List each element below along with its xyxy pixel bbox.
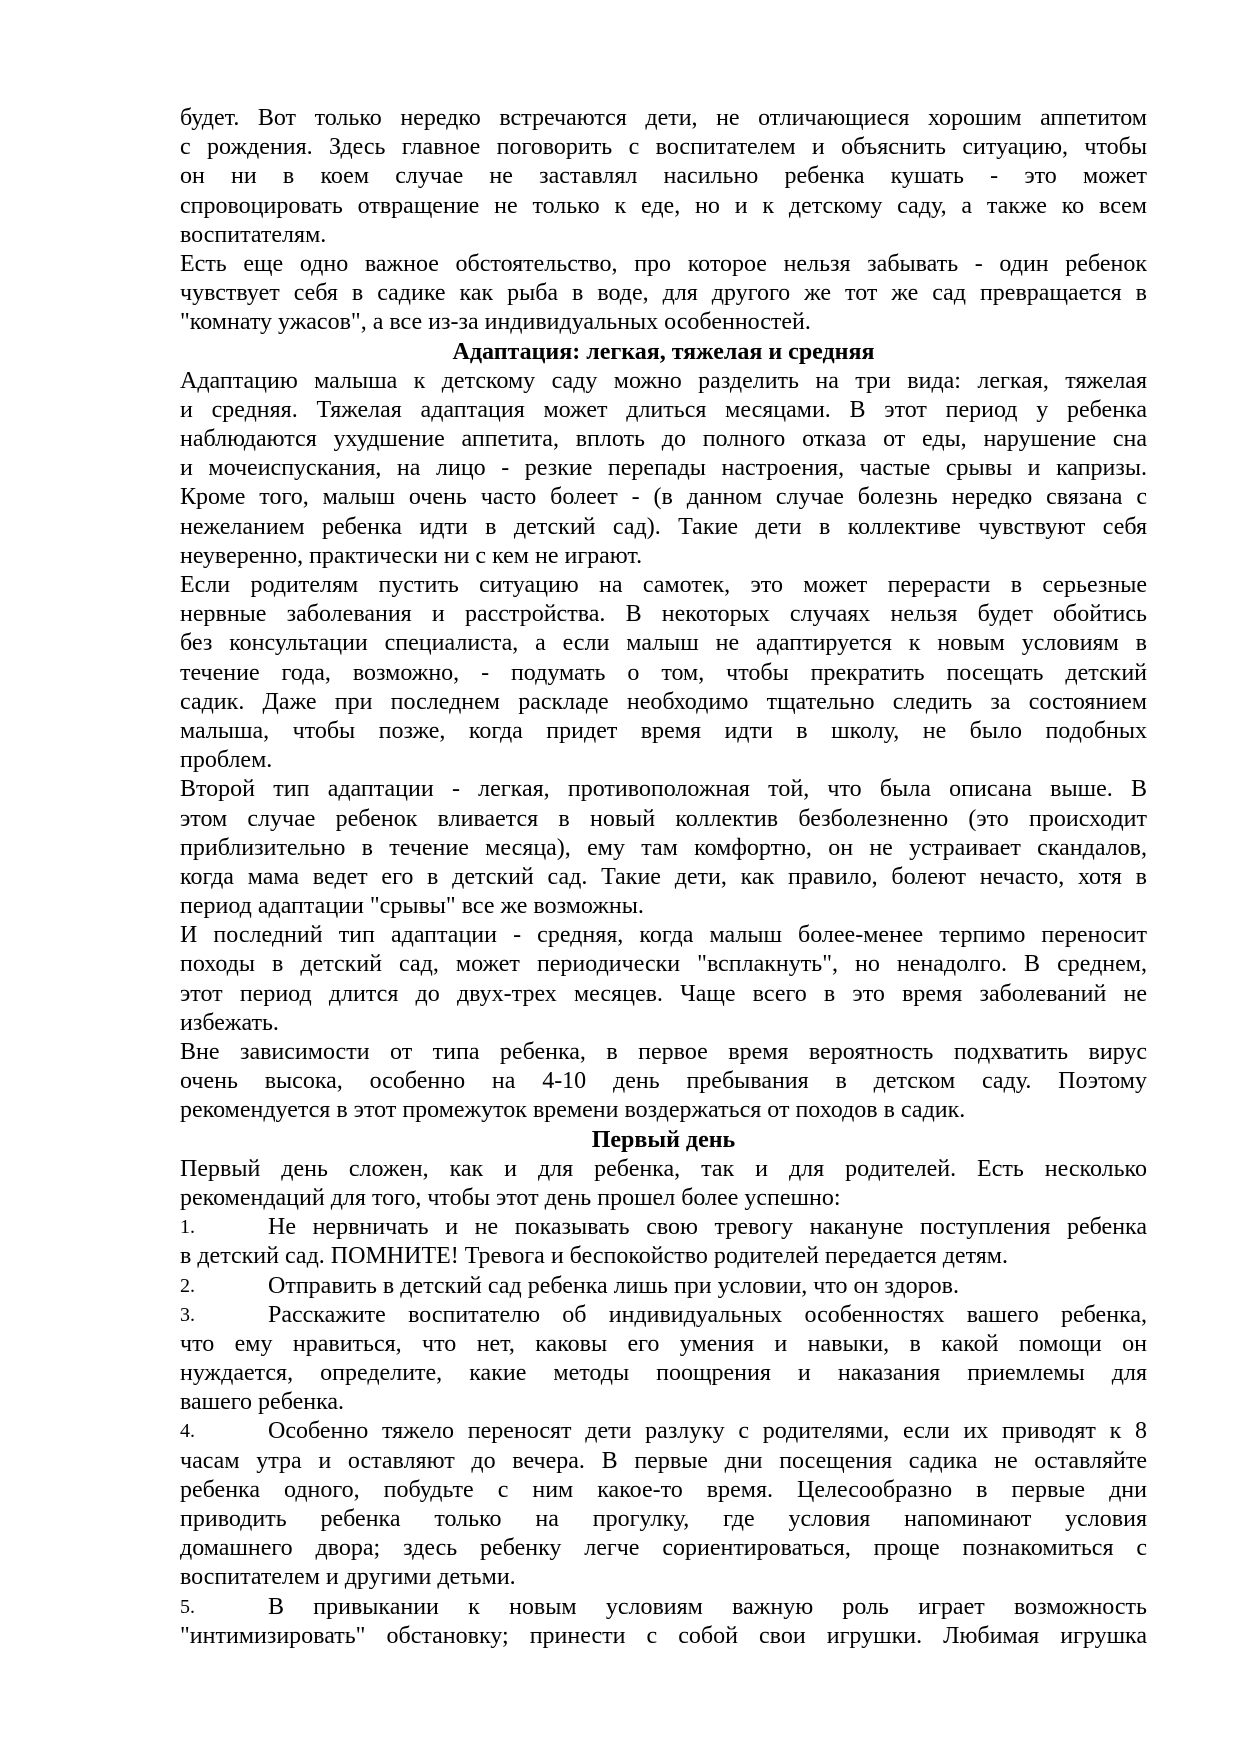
text-line: с рождения. Здесь главное поговорить с воспитателем и объяснить ситуацию, чтобы xyxy=(180,134,1147,161)
paragraph xyxy=(180,1155,1147,1213)
text-line: И последний тип адаптации - средняя, когда малыш более-менее терпимо переносит xyxy=(180,922,1147,949)
text-line: "интимизировать" обстановку; принести с собой свои игрушки. Любимая игрушка xyxy=(180,1622,1147,1649)
list-item xyxy=(180,1417,1147,1592)
text-line: будет. Вот только нередко встречаются дети, не отличающиеся хорошим аппетитом xyxy=(180,105,1147,131)
text-line: приблизительно в течение месяца), ему там комфортно, он не устраивает скандалов, xyxy=(180,834,1147,861)
text-line: когда мама ведет его в детский сад. Такие дети, как правило, болеют нечасто, хотя в xyxy=(180,863,1147,890)
list-item xyxy=(180,1213,1147,1271)
text-line: проблем. xyxy=(180,747,273,774)
text-line: Второй тип адаптации - легкая, противоположная той, что была описана выше. В xyxy=(180,776,1147,803)
text-line: этот период длится до двух-трех месяцев. Чаще всего в это время заболеваний не xyxy=(180,980,1147,1007)
text-line: ребенка одного, побудьте с ним какое-то время. Целесообразно в первые дни xyxy=(180,1476,1147,1503)
list-item-first-line xyxy=(180,1593,1147,1622)
text-line: течение года, возможно, - подумать о том, чтобы прекратить посещать детский xyxy=(180,659,1147,686)
list-item xyxy=(180,1272,1147,1301)
text-line: Вне зависимости от типа ребенка, в первое время вероятность подхватить вирус xyxy=(180,1039,1147,1065)
text-line: и средняя. Тяжелая адаптация может длиться месяцами. В этот период у ребенка xyxy=(180,396,1147,423)
text-line: приводить ребенка только на прогулку, где условия напоминают условия xyxy=(180,1506,1147,1532)
text-line: Если родителям пустить ситуацию на самотек, это может перерасти в серьезные xyxy=(180,572,1147,598)
text-line: нервные заболевания и расстройства. В некоторых случаях нельзя будет обойтись xyxy=(180,601,1147,628)
text-line: Адаптацию малыша к детскому саду можно разделить на три вида: легкая, тяжелая xyxy=(180,367,1147,394)
paragraph xyxy=(180,775,1147,921)
text-line: нежеланием ребенка идти в детский сад). Такие дети в коллективе чувствуют себя xyxy=(180,513,1147,540)
text-line: избежать. xyxy=(180,1009,279,1036)
text-line: наблюдаются ухудшение аппетита, вплоть до полного отказа от еды, нарушение сна xyxy=(180,426,1147,453)
list-item-first-line xyxy=(180,1417,1147,1446)
text-line: В привыкании к новым условиям важную роль играет возможность xyxy=(268,1593,1147,1620)
text-line: рекомендуется в этот промежуток времени воздержаться от походов в садик. xyxy=(180,1097,966,1124)
text-line: Кроме того, малыш очень часто болеет - (в данном случае болезнь нередко связана с xyxy=(180,484,1147,511)
list-number: 4. xyxy=(180,1420,195,1443)
text-line: вашего ребенка. xyxy=(180,1389,345,1416)
text-line: этом случае ребенок вливается в новый коллектив безболезненно (это происходит xyxy=(180,805,1147,832)
list-item-first-line xyxy=(180,1301,1147,1330)
text-line: Первый день сложен, как и для ребенка, так и для родителей. Есть несколько xyxy=(180,1155,1147,1182)
list-number: 1. xyxy=(180,1216,195,1239)
paragraph xyxy=(180,571,1147,775)
text-line: что ему нравиться, что нет, каковы его умения и навыки, в какой помощи он xyxy=(180,1330,1147,1357)
text-line: Отправить в детский сад ребенка лишь при условии, что он здоров. xyxy=(268,1272,959,1299)
text-line: Особенно тяжело переносят дети разлуку с родителями, если их приводят к 8 xyxy=(268,1418,1147,1445)
list-item-first-line xyxy=(180,1213,1147,1242)
list-item xyxy=(180,1593,1147,1651)
text-line: неуверенно, практически ни с кем не играют. xyxy=(180,542,643,569)
text-line: домашнего двора; здесь ребенку легче сориентироваться, проще познакомиться с xyxy=(180,1535,1147,1562)
paragraph xyxy=(180,250,1147,338)
text-line: период адаптации "срывы" все же возможны. xyxy=(180,893,644,920)
list-number: 5. xyxy=(180,1595,195,1618)
text-line: часам утра и оставляют до вечера. В первые дни посещения садика не оставляйте xyxy=(180,1447,1147,1474)
list-item xyxy=(180,1301,1147,1418)
text-line: походы в детский сад, может периодически "всплакнуть", но ненадолго. В среднем, xyxy=(180,951,1147,978)
paragraph xyxy=(180,367,1147,571)
text-line: он ни в коем случае не заставлял насильно ребенка кушать - это может xyxy=(180,163,1147,190)
text-line: нуждается, определите, какие методы поощрения и наказания приемлемы для xyxy=(180,1360,1147,1387)
text-line: Расскажите воспитателю об индивидуальных особенностях вашего ребенка, xyxy=(268,1301,1147,1328)
text-line: воспитателям. xyxy=(180,221,327,248)
text-line: Не нервничать и не показывать свою тревогу накануне поступления ребенка xyxy=(268,1214,1147,1241)
text-line: садик. Даже при последнем раскладе необходимо тщательно следить за состоянием xyxy=(180,688,1147,715)
list-item-first-line xyxy=(180,1272,1147,1301)
paragraph xyxy=(180,921,1147,1038)
section-heading: Первый день xyxy=(591,1126,736,1153)
paragraph xyxy=(180,1038,1147,1126)
text-line: малыша, чтобы позже, когда придет время идти в школу, не было подобных xyxy=(180,717,1147,744)
text-line: очень высока, особенно на 4-10 день пребывания в детском саду. Поэтому xyxy=(180,1068,1147,1095)
text-line: в детский сад. ПОМНИТЕ! Тревога и беспокойство родителей передается детям. xyxy=(180,1243,1008,1270)
section-heading: Адаптация: легкая, тяжелая и средняя xyxy=(452,338,875,365)
text-line: Есть еще одно важное обстоятельство, про которое нельзя забывать - один ребенок xyxy=(180,250,1147,277)
text-line: спровоцировать отвращение не только к еде, но и к детскому саду, а также ко всем xyxy=(180,192,1147,219)
paragraph xyxy=(180,104,1147,250)
document-page xyxy=(180,104,1147,1651)
list-number: 3. xyxy=(180,1303,195,1326)
list-number: 2. xyxy=(180,1274,195,1297)
text-line: воспитателем и другими детьми. xyxy=(180,1564,516,1591)
text-line: "комнату ужасов", а все из-за индивидуальных особенностей. xyxy=(180,309,811,336)
text-line: рекомендаций для того, чтобы этот день прошел более успешно: xyxy=(180,1184,841,1211)
text-line: без консультации специалиста, а если малыш не адаптируется к новым условиям в xyxy=(180,630,1147,657)
text-line: чувствует себя в садике как рыба в воде, для другого же тот же сад превращается в xyxy=(180,280,1147,307)
text-line: и мочеиспускания, на лицо - резкие перепады настроения, частые срывы и капризы. xyxy=(180,455,1147,482)
